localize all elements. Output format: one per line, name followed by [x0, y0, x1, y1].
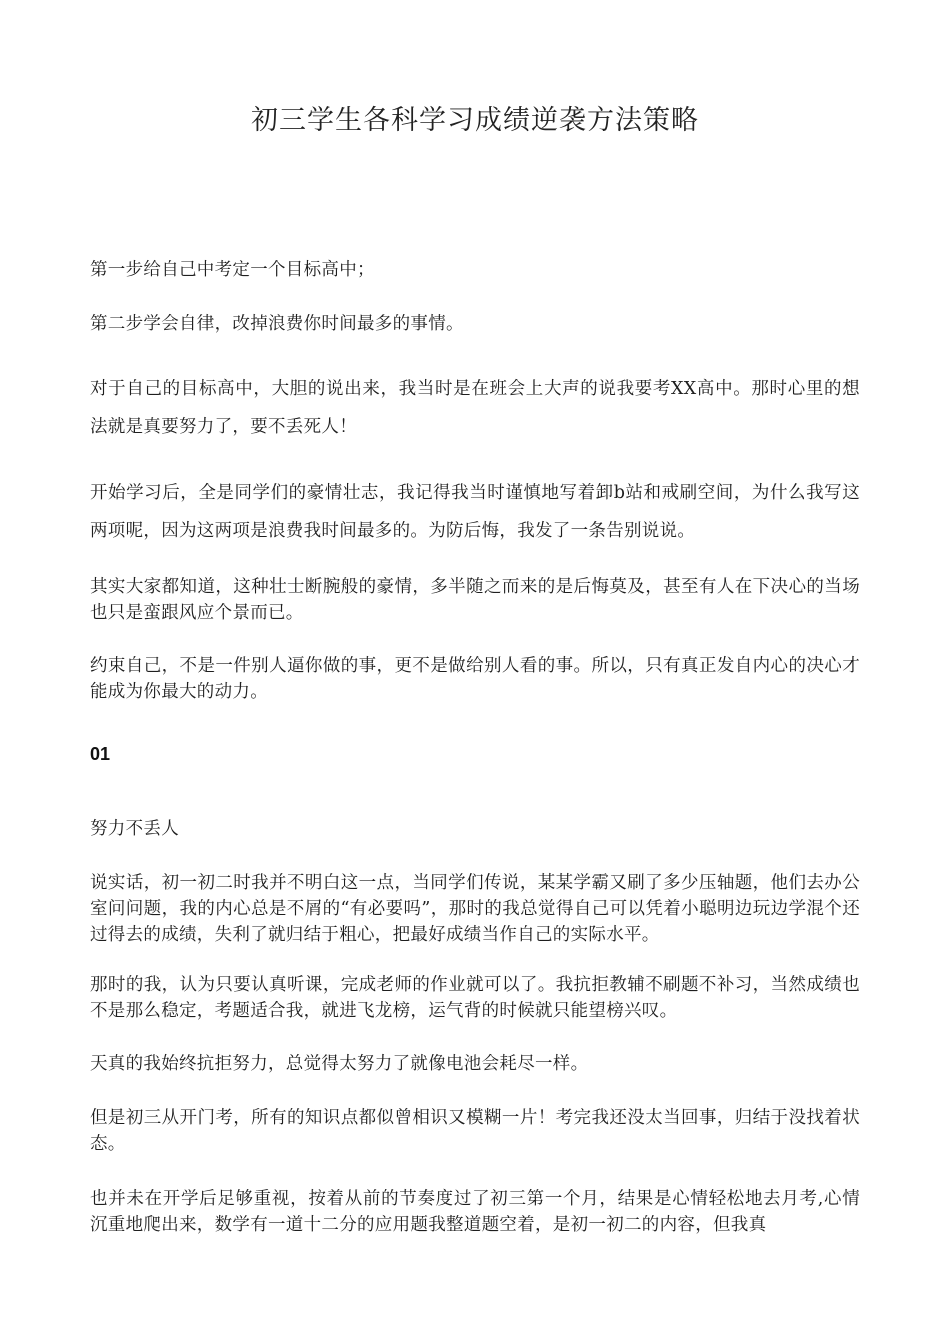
document-title: 初三学生各科学习成绩逆袭方法策略	[251, 105, 699, 136]
paragraph-naive: 天真的我始终抗拒努力，总觉得太努力了就像电池会耗尽一样。	[90, 1054, 589, 1074]
paragraph-self-discipline: 约束自己，不是一件别人逼你做的事，更不是做给别人看的事。所以，只有真正发自内心的决心才能成为你最大的动力。	[90, 656, 860, 702]
paragraph-step-one: 第一步给自己中考定一个目标高中；	[90, 260, 375, 280]
paragraph-honestly: 说实话，初一初二时我并不明白这一点，当同学们传说，某某学霸又刷了多少压轴题，他们去办公室问问题，我的内心总是不屑的“有必要吗”，那时的我总觉得自己可以凭着小聪明边玩边学混个还过得去的成绩，失利了就归结于粗心，把最好成绩当作自己的实际水平。	[90, 873, 860, 945]
section-number: 01	[90, 744, 111, 764]
paragraph-regret: 其实大家都知道，这种壮士断腕般的豪情，多半随之而来的是后悔莫及，甚至有人在下决心的当场也只是蛮跟风应个景而已。	[90, 577, 860, 623]
section-heading: 努力不丢人	[90, 819, 179, 839]
paragraph-target-school: 对于自己的目标高中，大胆的说出来，我当时是在班会上大声的说我要考XX高中。那时心里的想法就是真要努力了，要不丢死人！	[90, 379, 860, 437]
paragraph-back-then: 那时的我，认为只要认真听课，完成老师的作业就可以了。我抗拒教辅不刷题不补习，当然成绩也不是那么稳定，考题适合我，就进飞龙榜，运气背的时候就只能望榜兴叹。	[90, 975, 860, 1021]
paragraph-step-two: 第二步学会自律，改掉浪费你时间最多的事情。	[90, 314, 464, 334]
paragraph-opening-exam: 但是初三从开门考，所有的知识点都似曾相识又模糊一片！考完我还没太当回事，归结于没找着状态。	[90, 1108, 860, 1154]
paragraph-monthly-exam: 也并未在开学后足够重视，按着从前的节奏度过了初三第一个月，结果是心情轻松地去月考,心情沉重地爬出来，数学有一道十二分的应用题我整道题空着，是初一初二的内容，但我真	[90, 1189, 860, 1235]
paragraph-start-study: 开始学习后，全是同学们的豪情壮志，我记得我当时谨慎地写着卸b站和戒刷空间，为什么我写这两项呢，因为这两项是浪费我时间最多的。为防后悔，我发了一条告别说说。	[90, 483, 860, 541]
